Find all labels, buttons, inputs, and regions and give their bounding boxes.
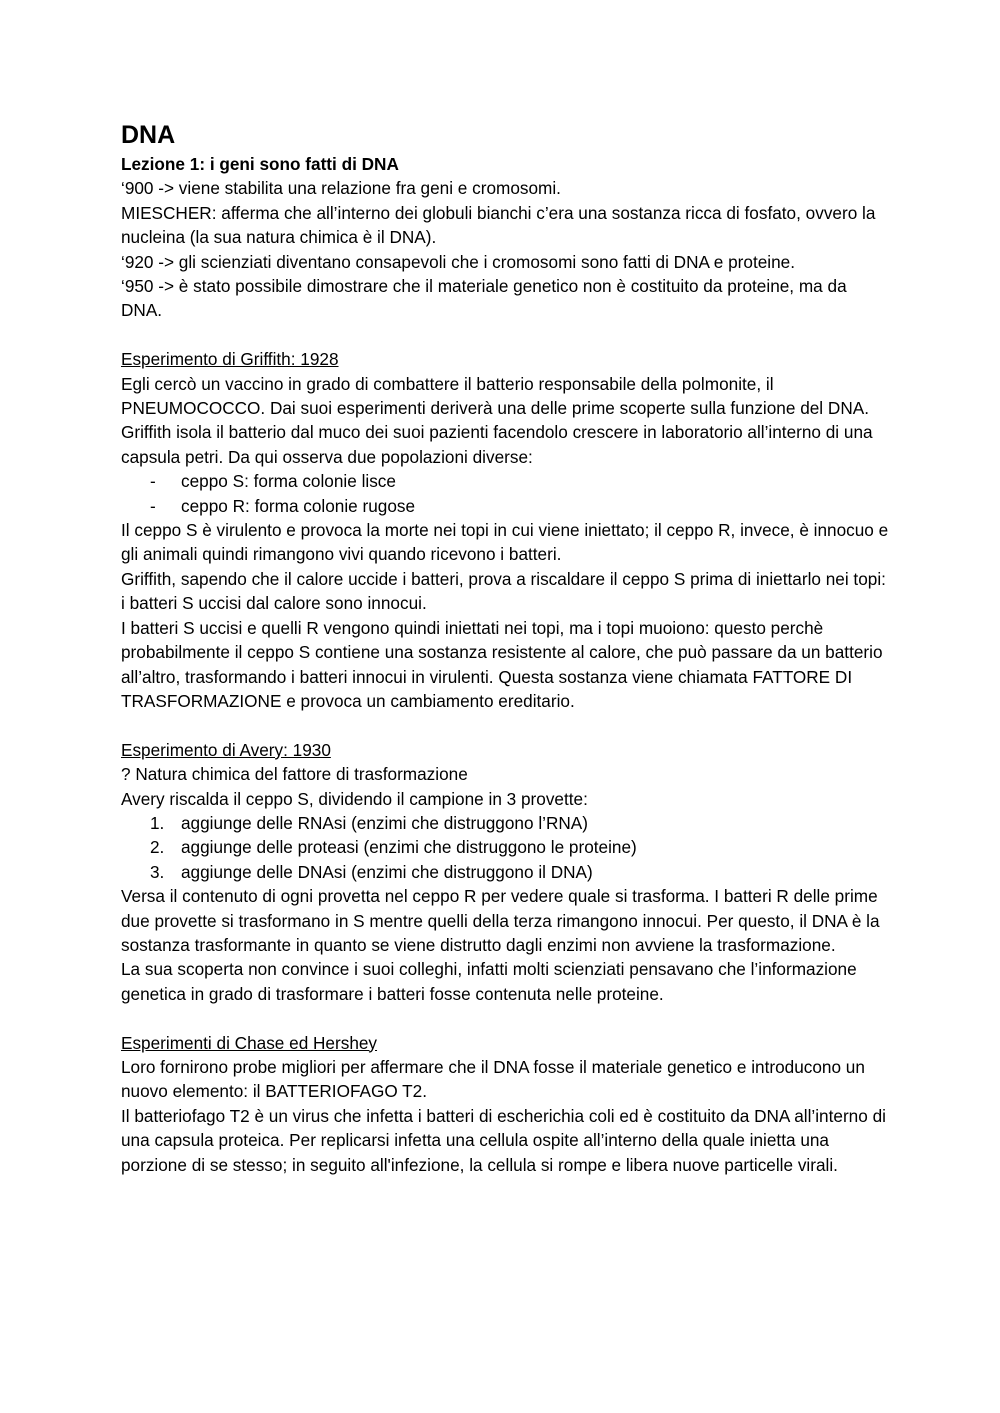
- list-item-text: ceppo R: forma colonie rugose: [181, 495, 416, 516]
- bullet-marker: -: [150, 471, 156, 492]
- griffith-heading: Esperimento di Griffith: 1928: [121, 349, 339, 370]
- spacer: [121, 1006, 891, 1030]
- list-number: 3.: [150, 861, 165, 882]
- intro-line-900: ‘900 -> viene stabilita una relazione fra geni e cromosomi.: [121, 178, 561, 199]
- griffith-paragraph-4: Griffith, sapendo che il calore uccide i batteri, prova a riscaldare il ceppo S prima di iniettarlo nei topi: i batteri S uccisi dal calore sono innocui.: [121, 568, 886, 614]
- spacer: [121, 713, 891, 737]
- chase-hershey-heading: Esperimenti di Chase ed Hershey: [121, 1032, 378, 1053]
- intro-line-950: ‘950 -> è stato possibile dimostrare che il materiale genetico non è costituito da proteine, ma da DNA.: [121, 276, 847, 321]
- list-item: [121, 811, 891, 835]
- spacer: [121, 323, 891, 347]
- intro-line-920: ‘920 -> gli scienziati diventano consapevoli che i cromosomi sono fatti di DNA e proteine.: [121, 251, 796, 272]
- list-item-text: aggiunge delle RNAsi (enzimi che distruggono l’RNA): [181, 812, 588, 833]
- list-number: 1.: [150, 812, 165, 833]
- chase-hershey-paragraph-2: Il batteriofago T2 è un virus che infetta i batteri di escherichia coli ed è costituito da DNA all’interno di una capsula proteica. Per replicarsi infetta una cellula ospite all’interno della quale inietta una porzione di se stesso; in seguito all'infezione, la cellula si rompe e libera nuove particelle virali.: [121, 1105, 886, 1175]
- avery-paragraph-4: La sua scoperta non convince i suoi colleghi, infatti molti scienziati pensavano che l’informazione genetica in grado di trasformare i batteri fosse contenuta nelle proteine.: [121, 959, 857, 1004]
- avery-numbered-list: [121, 811, 891, 884]
- intro-miescher: MIESCHER: afferma che all’interno dei globuli bianchi c’era una sostanza ricca di fosfato, ovvero la nucleina (la sua natura chimica è il DNA).: [121, 202, 876, 248]
- avery-paragraph-3: Versa il contenuto di ogni provetta nel ceppo R per vedere quale si trasforma. I batteri R delle prime due provette si trasformano in S mentre quelli della terza rimangono innocui. Per questo, il DNA è la sostanza trasformante in quanto se viene distrutto dagli enzimi non avviene la trasformazione.: [121, 886, 880, 955]
- list-number: 2.: [150, 837, 165, 858]
- bullet-marker: -: [150, 495, 156, 516]
- list-item-text: ceppo S: forma colonie lisce: [181, 471, 396, 492]
- document-title: DNA: [121, 121, 176, 149]
- avery-heading: Esperimento di Avery: 1930: [121, 739, 331, 760]
- avery-paragraph-1: ? Natura chimica del fattore di trasformazione: [121, 764, 468, 785]
- lesson-title: Lezione 1: i geni sono fatti di DNA: [121, 154, 399, 174]
- griffith-paragraph-5: I batteri S uccisi e quelli R vengono quindi iniettati nei topi, ma i topi muoiono: questo perchè probabilmente il ceppo S contiene una sostanza resistente al calore, che può passare da un batterio all’altro, trasformando i batteri innocui in virulenti. Questa sostanza viene chiamata FATTORE DI TRASFORMAZIONE e provoca un cambiamento ereditario.: [121, 617, 883, 711]
- list-item-text: aggiunge delle proteasi (enzimi che distruggono le proteine): [181, 837, 637, 858]
- griffith-paragraph-3: Il ceppo S è virulento e provoca la morte nei topi in cui viene iniettato; il ceppo R, invece, è innocuo e gli animali quindi rimangono vivi quando ricevono i batteri.: [121, 520, 889, 565]
- griffith-bullet-list: [121, 469, 891, 518]
- list-item: [121, 835, 891, 859]
- avery-paragraph-2: Avery riscalda il ceppo S, dividendo il campione in 3 provette:: [121, 788, 588, 809]
- list-item: [121, 469, 891, 493]
- list-item-text: aggiunge delle DNAsi (enzimi che distruggono il DNA): [181, 861, 593, 882]
- document-page: [121, 118, 891, 1177]
- list-item: [121, 860, 891, 884]
- chase-hershey-paragraph-1: Loro fornirono probe migliori per affermare che il DNA fosse il materiale genetico e introducono un nuovo elemento: il BATTERIOFAGO T2.: [121, 1056, 865, 1102]
- griffith-paragraph-1: Egli cercò un vaccino in grado di combattere il batterio responsabile della polmonite, il PNEUMOCOCCO. Dai suoi esperimenti deriverà una delle prime scoperte sulla funzione del DNA.: [121, 373, 869, 419]
- griffith-paragraph-2: Griffith isola il batterio dal muco dei suoi pazienti facendolo crescere in laboratorio all’interno di una capsula petri. Da qui osserva due popolazioni diverse:: [121, 422, 873, 467]
- list-item: [121, 494, 891, 518]
